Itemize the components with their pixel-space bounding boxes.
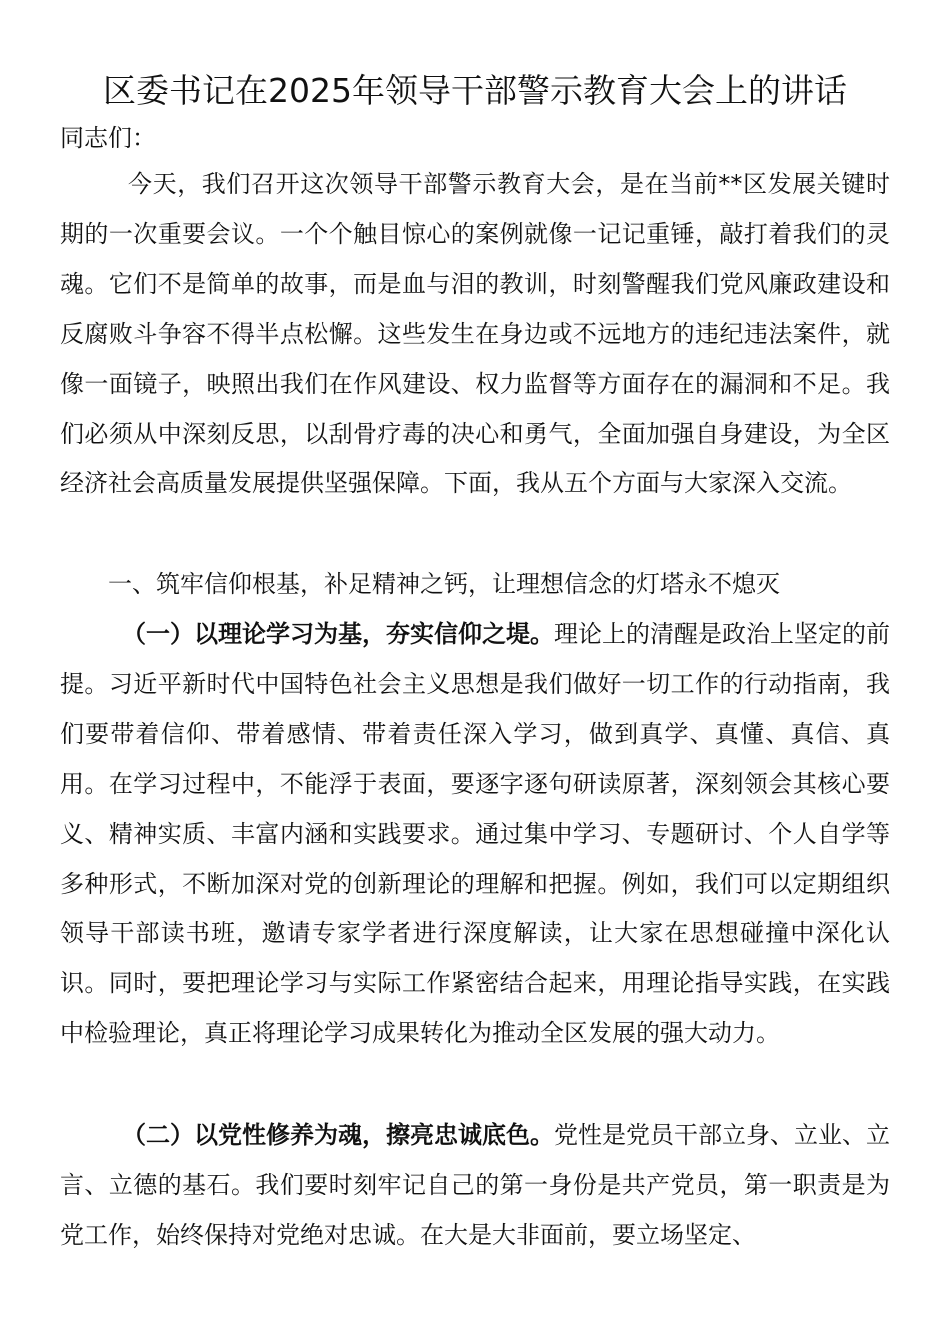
document-title: 区委书记在2025年领导干部警示教育大会上的讲话 bbox=[103, 71, 847, 110]
subsection-1-heading: （一）以理论学习为基，夯实信仰之堤。 bbox=[122, 620, 554, 648]
salutation: 同志们： bbox=[60, 124, 156, 152]
intro-paragraph: 今天，我们召开这次领导干部警示教育大会，是在当前**区发展关键时期的一次重要会议。一个个触目惊心的案例就像一记记重锤，敲打着我们的灵魂。它们不是简单的故事，而是血与泪的教训，时刻警醒我们党风廉政建设和反腐败斗争容不得半点松懈。这些发生在身边或不远地方的违纪违法案件，就像一面镜子，映照出我们在作风建设、权力监督等方面存在的漏洞和不足。我们必须从中深刻反思，以刮骨疗毒的决心和勇气，全面加强自身建设，为全区经济社会高质量发展提供坚强保障。下面，我从五个方面与大家深入交流。 bbox=[60, 170, 890, 498]
section-1-heading: 一、筑牢信仰根基，补足精神之钙，让理想信念的灯塔永不熄灭 bbox=[108, 570, 780, 598]
subsection-2-paragraph bbox=[60, 1111, 890, 1261]
subsection-2-heading: （二）以党性修养为魂，擦亮忠诚底色。 bbox=[122, 1121, 554, 1149]
subsection-2-body: 党性是党员干部立身、立业、立言、立德的基石。我们要时刻牢记自己的第一身份是共产党员，第一职责是为党工作，始终保持对党绝对忠诚。在大是大非面前，要立场坚定、 bbox=[60, 1121, 890, 1249]
subsection-1-paragraph bbox=[60, 610, 890, 1059]
subsection-1-body: 理论上的清醒是政治上坚定的前提。习近平新时代中国特色社会主义思想是我们做好一切工作的行动指南，我们要带着信仰、带着感情、带着责任深入学习，做到真学、真懂、真信、真用。在学习过程中，不能浮于表面，要逐字逐句研读原著，深刻领会其核心要义、精神实质、丰富内涵和实践要求。通过集中学习、专题研讨、个人自学等多种形式，不断加深对党的创新理论的理解和把握。例如，我们可以定期组织领导干部读书班，邀请专家学者进行深度解读，让大家在思想碰撞中深化认识。同时，要把理论学习与实际工作紧密结合起来，用理论指导实践，在实践中检验理论，真正将理论学习成果转化为推动全区发展的强大动力。 bbox=[60, 620, 890, 1048]
